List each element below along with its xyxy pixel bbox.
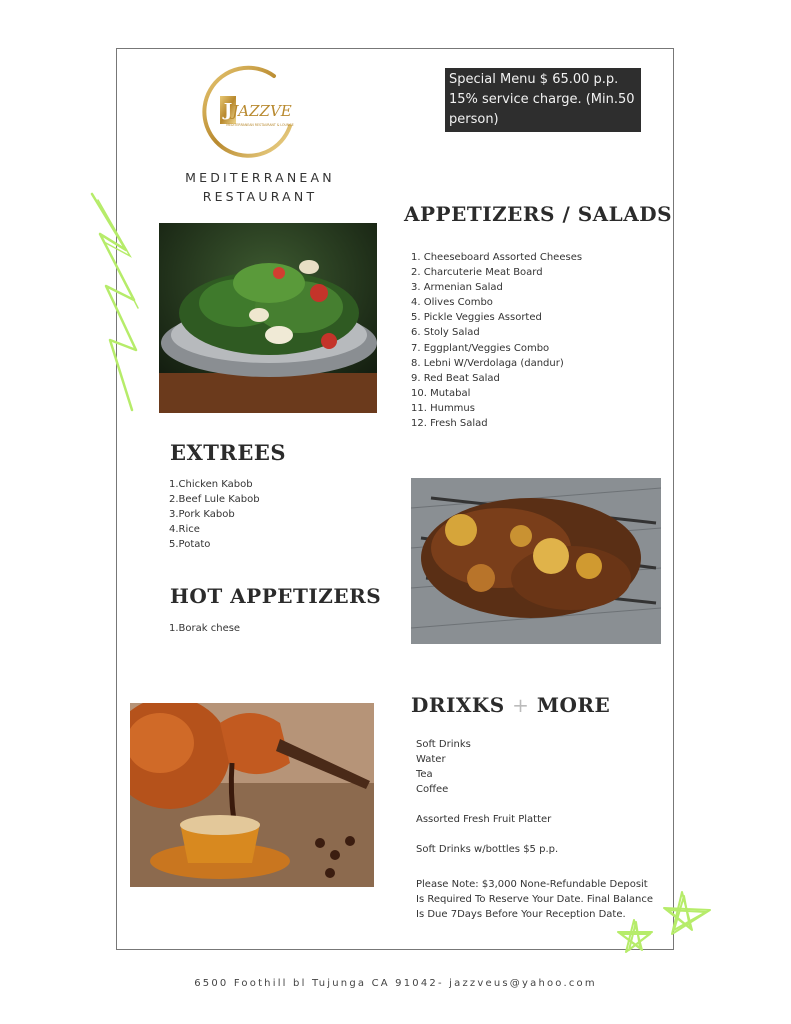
entrees-heading: EXTREES <box>170 440 287 465</box>
drinks-heading <box>411 693 610 717</box>
list-item: 10. Mutabal <box>411 387 471 399</box>
list-item: 4.Rice <box>169 524 200 536</box>
list-item: Coffee <box>416 784 449 796</box>
appetizers-heading: APPETIZERS / SALADS <box>404 202 673 226</box>
list-item: Water <box>416 754 446 766</box>
fruit-platter: Assorted Fresh Fruit Platter <box>416 814 552 825</box>
list-item: 2. Charcuterie Meat Board <box>411 267 543 279</box>
tagline-line-1: MEDITERRANEAN <box>185 170 335 185</box>
salad-photo <box>159 223 377 413</box>
squiggle-doodle <box>86 190 146 415</box>
list-item: Soft Drinks <box>416 739 471 750</box>
entrees-list <box>169 477 260 552</box>
list-item: 1.Chicken Kabob <box>169 479 253 490</box>
special-line-1: Special Menu $ 65.00 p.p. <box>449 72 619 87</box>
special-line-2: 15% service charge. (Min.50 <box>449 92 635 107</box>
jazzve-logo <box>202 64 298 160</box>
list-item: 5. Pickle Veggies Assorted <box>411 312 542 324</box>
list-item: 2.Beef Lule Kabob <box>169 494 260 506</box>
list-item: 1. Cheeseboard Assorted Cheeses <box>411 252 583 263</box>
appetizers-list <box>411 250 582 431</box>
special-menu-box <box>445 68 641 132</box>
list-item: 6. Stoly Salad <box>411 327 480 339</box>
list-item: 3.Pork Kabob <box>169 509 235 521</box>
kebab-photo <box>411 478 661 644</box>
note-line-2: Is Required To Reserve Your Date. Final Balance <box>416 894 653 906</box>
hot-appetizers-list <box>169 621 240 636</box>
list-item: 8. Lebni W/Verdolaga (dandur) <box>411 357 564 369</box>
svg-text:JAZZVE: JAZZVE <box>232 102 292 120</box>
list-item: 9. Red Beat Salad <box>411 372 500 384</box>
drinks-list <box>416 737 471 797</box>
drinks-heading-left: DRIXKS <box>411 693 505 717</box>
star-doodle <box>612 890 716 982</box>
list-item: 1.Borak chese <box>169 623 241 634</box>
svg-text:MEDITERRANEAN RESTAURANT & LOU: MEDITERRANEAN RESTAURANT & LOUNGE <box>226 123 294 127</box>
hot-appetizers-heading: HOT APPETIZERS <box>170 584 382 608</box>
svg-text:J: J <box>223 100 233 121</box>
footer-address: 6500 Foothill bl Tujunga CA 91042- jazzveus@yahoo.com <box>194 978 597 989</box>
coffee-photo <box>130 703 374 887</box>
tagline-line-2: RESTAURANT <box>202 189 318 204</box>
list-item: 5.Potato <box>169 539 211 551</box>
note-line-1: Please Note: $3,000 None-Refundable Deposit <box>416 879 648 890</box>
list-item: 12. Fresh Salad <box>411 418 488 430</box>
special-line-3: person) <box>449 112 499 127</box>
list-item: 3. Armenian Salad <box>411 282 503 294</box>
list-item: 7. Eggplant/Veggies Combo <box>411 342 550 354</box>
soft-drinks-bottles: Soft Drinks w/bottles $5 p.p. <box>416 844 559 855</box>
note-line-3: Is Due 7Days Before Your Reception Date. <box>416 909 626 921</box>
drinks-heading-right: MORE <box>536 693 611 717</box>
plus-sign: + <box>512 693 530 717</box>
list-item: 4. Olives Combo <box>411 297 493 309</box>
list-item: Tea <box>416 769 433 781</box>
restaurant-tagline <box>160 168 360 206</box>
list-item: 11. Hummus <box>411 402 475 414</box>
